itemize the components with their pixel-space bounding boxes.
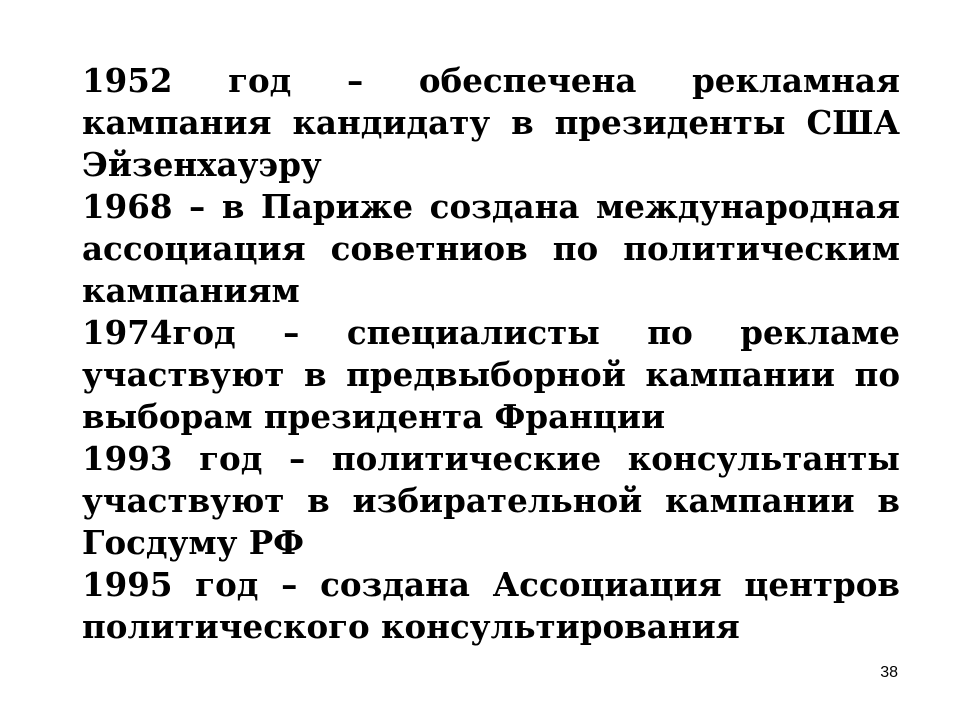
timeline-entry-1995: 1995 год – создана Ассоциация центров политического консультирования	[82, 565, 900, 646]
timeline-entry-1993: 1993 год – политические консультанты участвуют в избирательной кампании в Госдуму РФ	[82, 439, 900, 562]
timeline-entry-1974: 1974год – специалисты по рекламе участвуют в предвыборной кампании по выборам президента Франции	[82, 313, 900, 436]
page-number: 38	[880, 664, 898, 681]
slide-body	[82, 60, 900, 648]
timeline-entry-1952: 1952 год – обеспечена рекламная кампания кандидату в президенты США Эйзенхауэру	[82, 61, 900, 184]
timeline-entry-1968: 1968 – в Париже создана международная ассоциация советниов по политическим кампаниям	[82, 187, 900, 310]
